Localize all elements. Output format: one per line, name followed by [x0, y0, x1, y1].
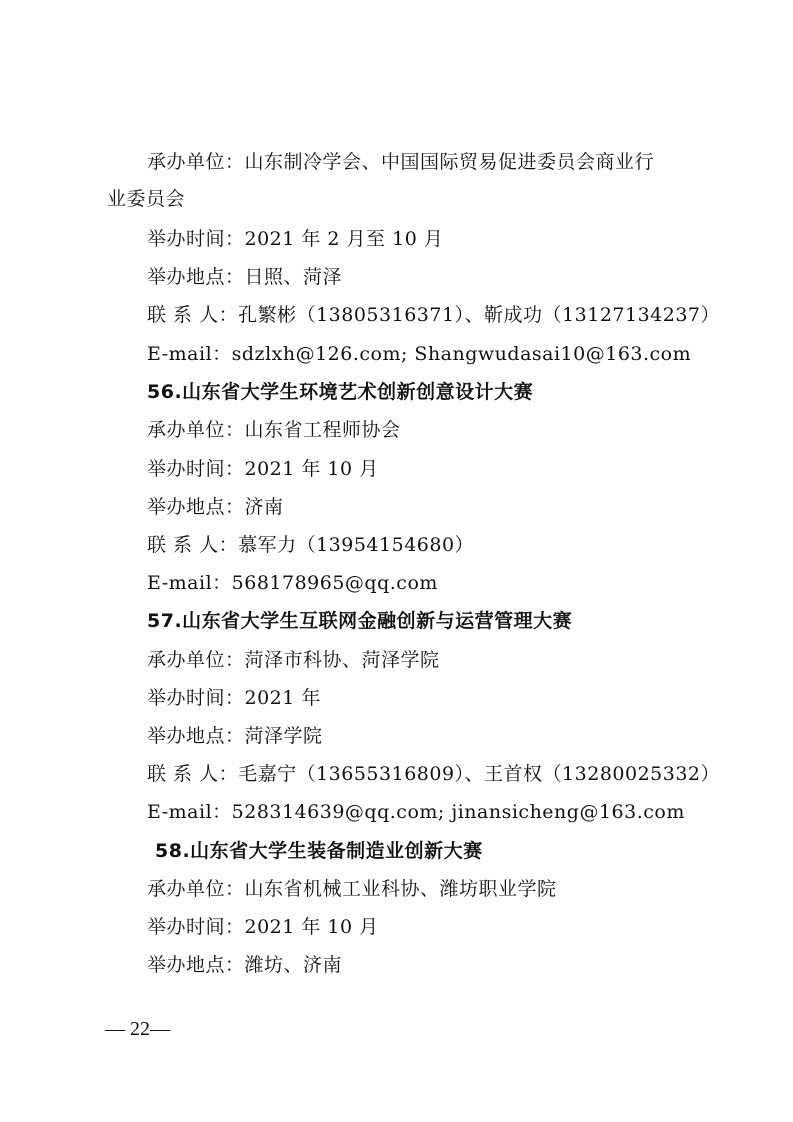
- contact-line-55: 联 系 人：孔繁彬（13805316371）、靳成功（13127134237）: [147, 304, 721, 326]
- section-heading-56: 56.山东省大学生环境艺术创新创意设计大赛: [147, 381, 534, 403]
- location-line-55: 举办地点：日照、菏泽: [147, 266, 343, 288]
- email-line-55: E-mail：sdzlxh@126.com; Shangwudasai10@163.com: [147, 343, 692, 365]
- contact-line-57: 联 系 人：毛嘉宁（13655316809）、王首权（13280025332）: [147, 763, 721, 785]
- location-line-58: 举办地点：潍坊、济南: [147, 954, 343, 976]
- organizer-line-55: 承办单位：山东制冷学会、中国国际贸易促进委员会商业行: [147, 151, 655, 173]
- email-line-56: E-mail：568178965@qq.com: [147, 572, 438, 594]
- time-line-55: 举办时间：2021 年 2 月至 10 月: [147, 228, 444, 250]
- organizer-line-56: 承办单位：山东省工程师协会: [147, 419, 401, 441]
- contact-line-56: 联 系 人：慕军力（13954154680）: [147, 534, 475, 556]
- page-number: — 22—: [105, 1018, 170, 1040]
- time-line-57: 举办时间：2021 年: [147, 687, 321, 709]
- time-line-58: 举办时间：2021 年 10 月: [147, 916, 379, 938]
- organizer-line-55-cont: 业委员会: [107, 188, 186, 210]
- section-heading-58: 58.山东省大学生装备制造业创新大赛: [155, 840, 483, 862]
- section-heading-57: 57.山东省大学生互联网金融创新与运营管理大赛: [147, 610, 573, 632]
- location-line-57: 举办地点：菏泽学院: [147, 725, 323, 747]
- organizer-line-58: 承办单位：山东省机械工业科协、潍坊职业学院: [147, 878, 557, 900]
- location-line-56: 举办地点：济南: [147, 496, 284, 518]
- time-line-56: 举办时间：2021 年 10 月: [147, 458, 379, 480]
- organizer-line-57: 承办单位：菏泽市科协、菏泽学院: [147, 649, 440, 671]
- email-line-57: E-mail：528314639@qq.com; jinansicheng@163.com: [147, 801, 685, 823]
